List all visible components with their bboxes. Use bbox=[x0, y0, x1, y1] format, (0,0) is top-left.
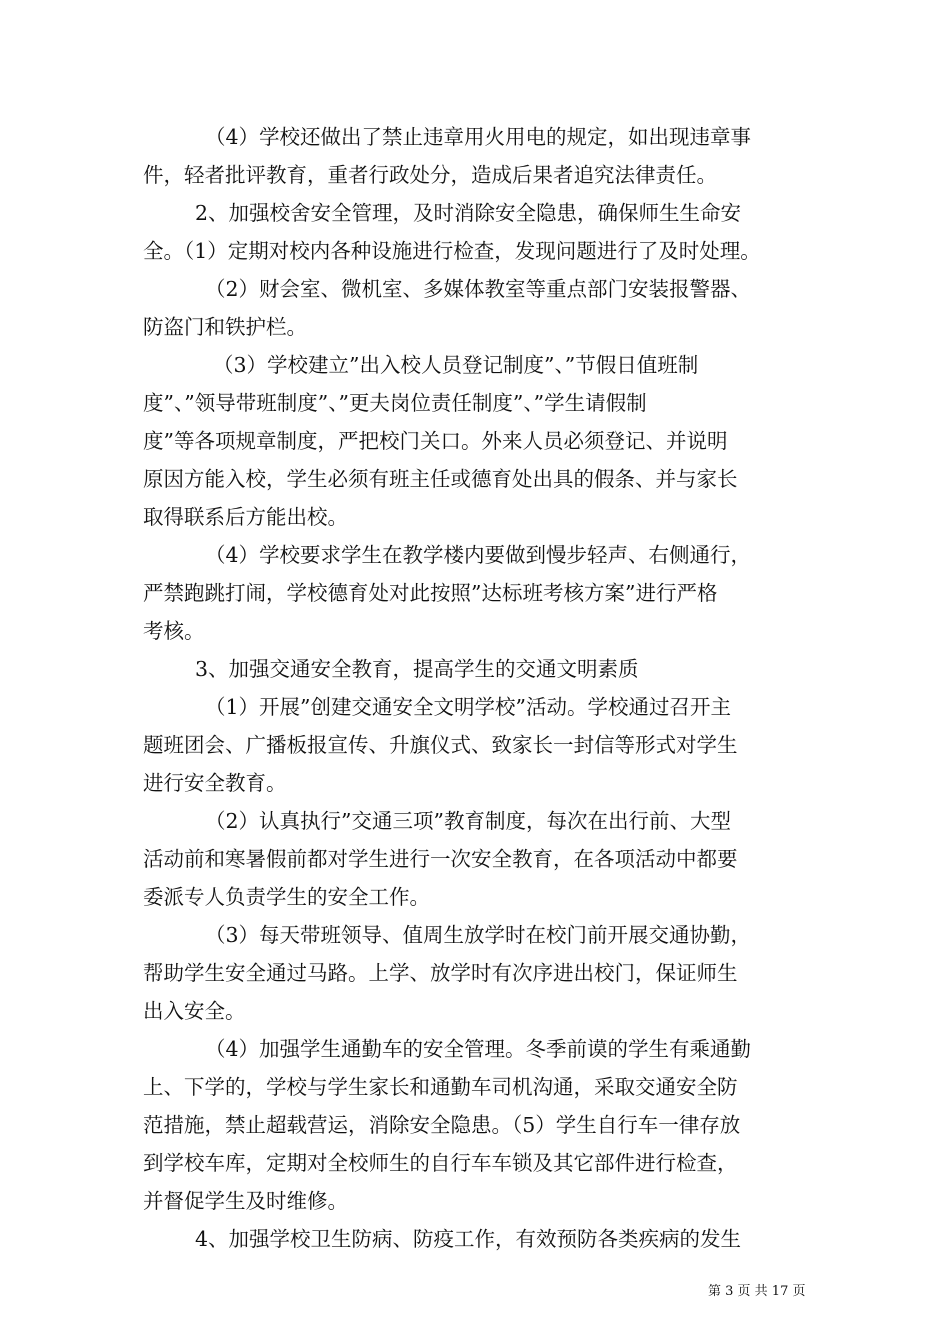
text-line: 件，轻者批评教育，重者行政处分，造成后果者追究法律责任。 bbox=[143, 163, 717, 187]
text-line: 防盗门和铁护栏。 bbox=[143, 315, 307, 339]
text-line: 全。（1）定期对校内各种设施进行检查，发现问题进行了及时处理。 bbox=[143, 239, 761, 263]
text-line: 原因方能入校，学生必须有班主任或德育处出具的假条、并与家长 bbox=[143, 467, 738, 491]
text-line: （2）认真执行”交通三项”教育制度，每次在出行前、大型 bbox=[205, 809, 732, 833]
paragraph bbox=[143, 1220, 823, 1258]
text-line: 出入安全。 bbox=[143, 999, 246, 1023]
page-number: 第 3 页 共 17 页 bbox=[708, 1284, 806, 1299]
paragraph bbox=[143, 536, 823, 650]
paragraph bbox=[143, 916, 823, 1030]
paragraph bbox=[143, 194, 823, 270]
text-line: 4、加强学校卫生防病、防疫工作，有效预防各类疾病的发生 bbox=[195, 1227, 742, 1251]
paragraph bbox=[143, 346, 823, 536]
text-line: （3）每天带班领导、值周生放学时在校门前开展交通协勤， bbox=[205, 923, 752, 947]
text-line: 委派专人负责学生的安全工作。 bbox=[143, 885, 430, 909]
paragraph bbox=[143, 688, 823, 802]
paragraph bbox=[143, 1030, 823, 1220]
paragraph bbox=[143, 802, 823, 916]
text-line: 上、下学的，学校与学生家长和通勤车司机沟通，采取交通安全防 bbox=[143, 1075, 738, 1099]
text-line: 3、加强交通安全教育，提高学生的交通文明素质 bbox=[195, 657, 639, 681]
text-line: 度”、”领导带班制度”、”更夫岗位责任制度”、”学生请假制 bbox=[143, 391, 647, 415]
text-line: （2）财会室、微机室、多媒体教室等重点部门安装报警器、 bbox=[205, 277, 752, 301]
paragraph bbox=[143, 270, 823, 346]
text-line: （1）开展”创建交通安全文明学校”活动。学校通过召开主 bbox=[205, 695, 732, 719]
text-line: 取得联系后方能出校。 bbox=[143, 505, 348, 529]
text-line: 题班团会、广播板报宣传、升旗仪式、致家长一封信等形式对学生 bbox=[143, 733, 738, 757]
paragraph bbox=[143, 650, 823, 688]
text-line: （4）学校要求学生在教学楼内要做到慢步轻声、右侧通行， bbox=[205, 543, 752, 567]
text-line: 严禁跑跳打闹，学校德育处对此按照”达标班考核方案”进行严格 bbox=[143, 581, 718, 605]
text-line: 到学校车库，定期对全校师生的自行车车锁及其它部件进行检查， bbox=[143, 1151, 738, 1175]
text-line: 活动前和寒暑假前都对学生进行一次安全教育，在各项活动中都要 bbox=[143, 847, 738, 871]
paragraph bbox=[143, 118, 823, 194]
document-body bbox=[143, 118, 823, 1258]
text-line: 并督促学生及时维修。 bbox=[143, 1189, 348, 1213]
text-line: （4）学校还做出了禁止违章用火用电的规定，如出现违章事 bbox=[205, 125, 752, 149]
text-line: 帮助学生安全通过马路。上学、放学时有次序进出校门，保证师生 bbox=[143, 961, 738, 985]
text-line: 考核。 bbox=[143, 619, 205, 643]
text-line: 度”等各项规章制度，严把校门关口。外来人员必须登记、并说明 bbox=[143, 429, 728, 453]
text-line: 2、加强校舍安全管理，及时消除安全隐患，确保师生生命安 bbox=[195, 201, 742, 225]
text-line: （3）学校建立”出入校人员登记制度”、”节假日值班制 bbox=[213, 353, 699, 377]
text-line: （4）加强学生通勤车的安全管理。冬季前谟的学生有乘通勤 bbox=[205, 1037, 752, 1061]
text-line: 范措施，禁止超载营运，消除安全隐患。（5）学生自行车一律存放 bbox=[143, 1113, 741, 1137]
text-line: 进行安全教育。 bbox=[143, 771, 287, 795]
